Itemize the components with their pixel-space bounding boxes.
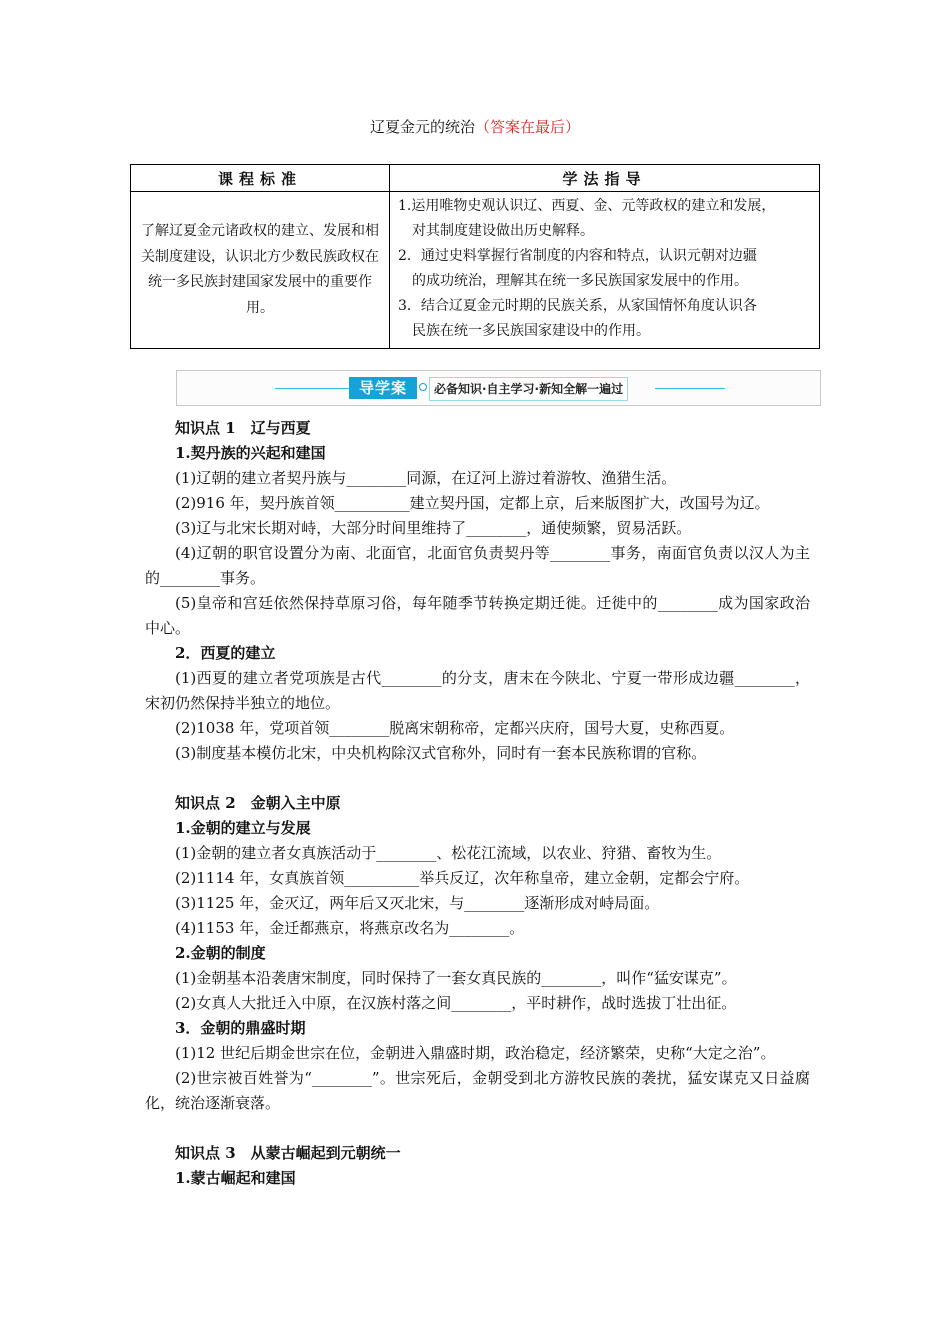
banner-line-right: [655, 388, 725, 389]
fill-blank-paragraph: (5)皇帝和宫廷依然保持草原习俗，每年随季节转换定期迁徙。迁徙中的________成为国家政治中心。: [145, 594, 810, 637]
fill-blank-paragraph: (3)1125 年，金灭辽，两年后又灭北宋，与________逐渐形成对峙局面。: [175, 894, 660, 912]
section-heading: 2.金朝的制度: [175, 944, 266, 962]
fill-blank-paragraph: (2)女真人大批迁入中原，在汉族村落之间________，平时耕作，战时选拔丁壮出征。: [175, 994, 737, 1012]
fill-blank-paragraph: (1)金朝的建立者女真族活动于________、松花江流域，以农业、狩猎、畜牧为生。: [175, 844, 722, 862]
guidance-item-1: 1.运用唯物史观认识辽、西夏、金、元等政权的建立和发展， 对其制度建设做出历史解释。: [398, 198, 776, 239]
title-main: 辽夏金元的统治: [369, 118, 475, 136]
section-heading: 1.蒙古崛起和建国: [175, 1169, 296, 1187]
banner-line-left: [275, 388, 349, 389]
fill-blank-paragraph: (1)12 世纪后期金世宗在位，金朝进入鼎盛时期，政治稳定，经济繁荣，史称“大定之治”。: [175, 1044, 776, 1062]
banner-badge: 导学案: [349, 377, 417, 399]
curriculum-table: [130, 164, 820, 349]
header-curriculum-standard: 课程标准: [131, 165, 390, 192]
learning-guidance-list: [390, 192, 820, 349]
document-title: [0, 117, 950, 137]
section-gap: [145, 766, 810, 791]
section-heading: 3．金朝的鼎盛时期: [175, 1019, 306, 1037]
fill-blank-paragraph: (3)辽与北宋长期对峙，大部分时间里维持了________，通使频繁，贸易活跃。: [175, 519, 692, 537]
fill-blank-paragraph: (3)制度基本模仿北宋，中央机构除汉式官称外，同时有一套本民族称谓的官称。: [175, 744, 707, 762]
fill-blank-paragraph: (1)金朝基本沿袭唐宋制度，同时保持了一套女真民族的________，叫作“猛安谋克”。: [175, 969, 737, 987]
fill-blank-paragraph: (1)辽朝的建立者契丹族与________同源，在辽河上游过着游牧、渔猎生活。: [175, 469, 677, 487]
fill-blank-paragraph: (2)1038 年，党项首领________脱离宋朝称帝，定都兴庆府，国号大夏，史称西夏。: [175, 719, 735, 737]
section-heading: 知识点 1 辽与西夏: [175, 419, 311, 437]
fill-blank-paragraph: (1)西夏的建立者党项族是古代________的分支，唐末在今陕北、宁夏一带形成边疆________，宋初仍然保持半独立的地位。: [145, 669, 810, 712]
fill-blank-paragraph: (2)世宗被百姓誉为“________”。世宗死后，金朝受到北方游牧民族的袭扰，猛安谋克又日益腐化，统治逐渐衰落。: [145, 1069, 810, 1112]
header-learning-guidance: 学法指导: [390, 165, 820, 192]
banner-subtitle: 必备知识·自主学习·新知全解一遍过: [429, 377, 628, 401]
banner-dot-icon: [419, 383, 427, 391]
fill-blank-paragraph: (2)1114 年，女真族首领__________举兵反辽，次年称皇帝，建立金朝，定都会宁府。: [175, 869, 750, 887]
fill-blank-paragraph: (2)916 年，契丹族首领__________建立契丹国，定都上京，后来版图扩大，改国号为辽。: [175, 494, 770, 512]
guidance-item-3: 3．结合辽夏金元时期的民族关系，从家国情怀角度认识各 民族在统一多民族国家建设中的作用。: [398, 298, 757, 339]
section-heading: 2．西夏的建立: [175, 644, 276, 662]
fill-blank-paragraph: (4)辽朝的职官设置分为南、北面官，北面官负责契丹等________事务，南面官负责以汉人为主的________事务。: [145, 544, 810, 587]
section-heading: 知识点 2 金朝入主中原: [175, 794, 341, 812]
section-heading: 1.金朝的建立与发展: [175, 819, 311, 837]
section-heading: 1.契丹族的兴起和建国: [175, 444, 326, 462]
section-heading: 知识点 3 从蒙古崛起到元朝统一: [175, 1144, 401, 1162]
knowledge-content: [145, 416, 810, 1191]
fill-blank-paragraph: (4)1153 年，金迁都燕京，将燕京改名为________。: [175, 919, 525, 937]
section-gap: [145, 1116, 810, 1141]
guidance-item-2: 2．通过史料掌握行省制度的内容和特点，认识元朝对边疆 的成功统治，理解其在统一多民族国家发展中的作用。: [398, 248, 757, 289]
guide-banner: [176, 370, 821, 406]
title-answer-note: （答案在最后）: [475, 118, 581, 136]
curriculum-standard-text: 了解辽夏金元诸政权的建立、发展和相关制度建设，认识北方少数民族政权在统一多民族封建国家发展中的重要作用。: [131, 192, 390, 349]
